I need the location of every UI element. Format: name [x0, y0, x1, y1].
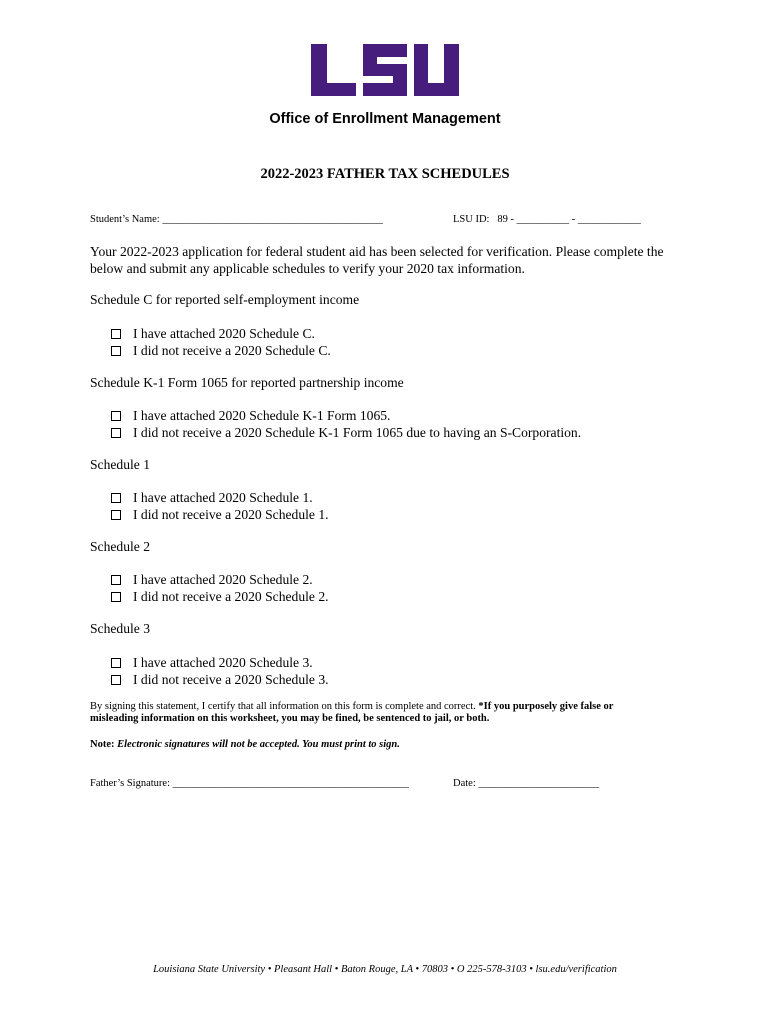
intro-line-1: Your 2022-2023 application for federal student aid has been selected for verification. Please complete the: [90, 244, 664, 259]
certification-line-2: [90, 712, 489, 725]
option-label: I have attached 2020 Schedule C.: [133, 326, 315, 341]
certification-warning-2: misleading information on this worksheet, you may be fined, be sentenced to jail, or both.: [90, 713, 490, 724]
date-field[interactable]: _______________________: [478, 778, 600, 789]
section-heading-schedule-2: Schedule 2: [90, 539, 151, 554]
date-row: [453, 778, 599, 789]
option-label: I have attached 2020 Schedule 3.: [133, 655, 313, 670]
student-name-row: [90, 214, 383, 225]
checkbox[interactable]: [111, 592, 121, 602]
option-label: I have attached 2020 Schedule 2.: [133, 572, 313, 587]
note: [90, 738, 400, 751]
section-heading-schedule-1: Schedule 1: [90, 457, 151, 472]
section-heading-schedule-3: Schedule 3: [90, 621, 151, 636]
lsu-id-row: [453, 214, 641, 225]
note-label: Note:: [90, 739, 115, 750]
option-row[interactable]: [111, 507, 329, 523]
option-row[interactable]: [111, 572, 313, 588]
checkbox[interactable]: [111, 510, 121, 520]
section-heading-schedule-k1: Schedule K-1 Form 1065 for reported partnership income: [90, 375, 404, 390]
option-row[interactable]: [111, 589, 329, 605]
lsu-id-field-1[interactable]: __________: [516, 214, 570, 225]
option-label: I did not receive a 2020 Schedule 3.: [133, 672, 329, 687]
option-row[interactable]: [111, 408, 390, 424]
checkbox[interactable]: [111, 658, 121, 668]
note-text: Electronic signatures will not be accepted. You must print to sign.: [117, 739, 400, 750]
lsu-id-field-2[interactable]: ____________: [577, 214, 641, 225]
form-title: 2022-2023 FATHER TAX SCHEDULES: [260, 166, 510, 182]
signature-row: [90, 778, 409, 789]
option-row[interactable]: [111, 655, 313, 671]
option-label: I did not receive a 2020 Schedule K-1 Form 1065 due to having an S-Corporation.: [133, 425, 582, 440]
signature-label: Father’s Signature:: [90, 778, 171, 789]
checkbox[interactable]: [111, 675, 121, 685]
section-heading-schedule-c: Schedule C for reported self-employment income: [90, 292, 360, 307]
option-label: I did not receive a 2020 Schedule C.: [133, 343, 331, 358]
checkbox[interactable]: [111, 346, 121, 356]
option-row[interactable]: [111, 490, 313, 506]
checkbox[interactable]: [111, 411, 121, 421]
student-name-label: Student’s Name:: [90, 214, 160, 225]
certification-warning-1: *If you purposely give false or: [478, 701, 614, 712]
checkbox[interactable]: [111, 428, 121, 438]
option-label: I have attached 2020 Schedule 1.: [133, 490, 313, 505]
lsu-id-dash: -: [571, 214, 576, 225]
option-label: I did not receive a 2020 Schedule 2.: [133, 589, 329, 604]
intro-line-2: below and submit any applicable schedules to verify your 2020 tax information.: [90, 261, 525, 276]
student-name-field[interactable]: __________________________________________: [162, 214, 383, 225]
certification-text: By signing this statement, I certify that all information on this form is complete and correct.: [90, 701, 476, 712]
option-label: I have attached 2020 Schedule K-1 Form 1065.: [133, 408, 391, 423]
option-label: I did not receive a 2020 Schedule 1.: [133, 507, 329, 522]
checkbox[interactable]: [111, 575, 121, 585]
footer: Louisiana State University • Pleasant Hall • Baton Rouge, LA • 70803 • O 225-578-3103 • lsu.edu/verification: [153, 964, 617, 975]
lsu-id-label: LSU ID:: [453, 214, 490, 225]
checkbox[interactable]: [111, 329, 121, 339]
lsu-logo: [311, 44, 459, 96]
date-label: Date:: [453, 778, 476, 789]
option-row[interactable]: [111, 326, 315, 342]
checkbox[interactable]: [111, 493, 121, 503]
option-row[interactable]: [111, 343, 331, 359]
option-row[interactable]: [111, 425, 581, 441]
signature-field[interactable]: _____________________________________________: [172, 778, 409, 789]
lsu-id-prefix: 89 -: [497, 214, 514, 225]
office-title: Office of Enrollment Management: [269, 111, 501, 127]
option-row[interactable]: [111, 672, 329, 688]
